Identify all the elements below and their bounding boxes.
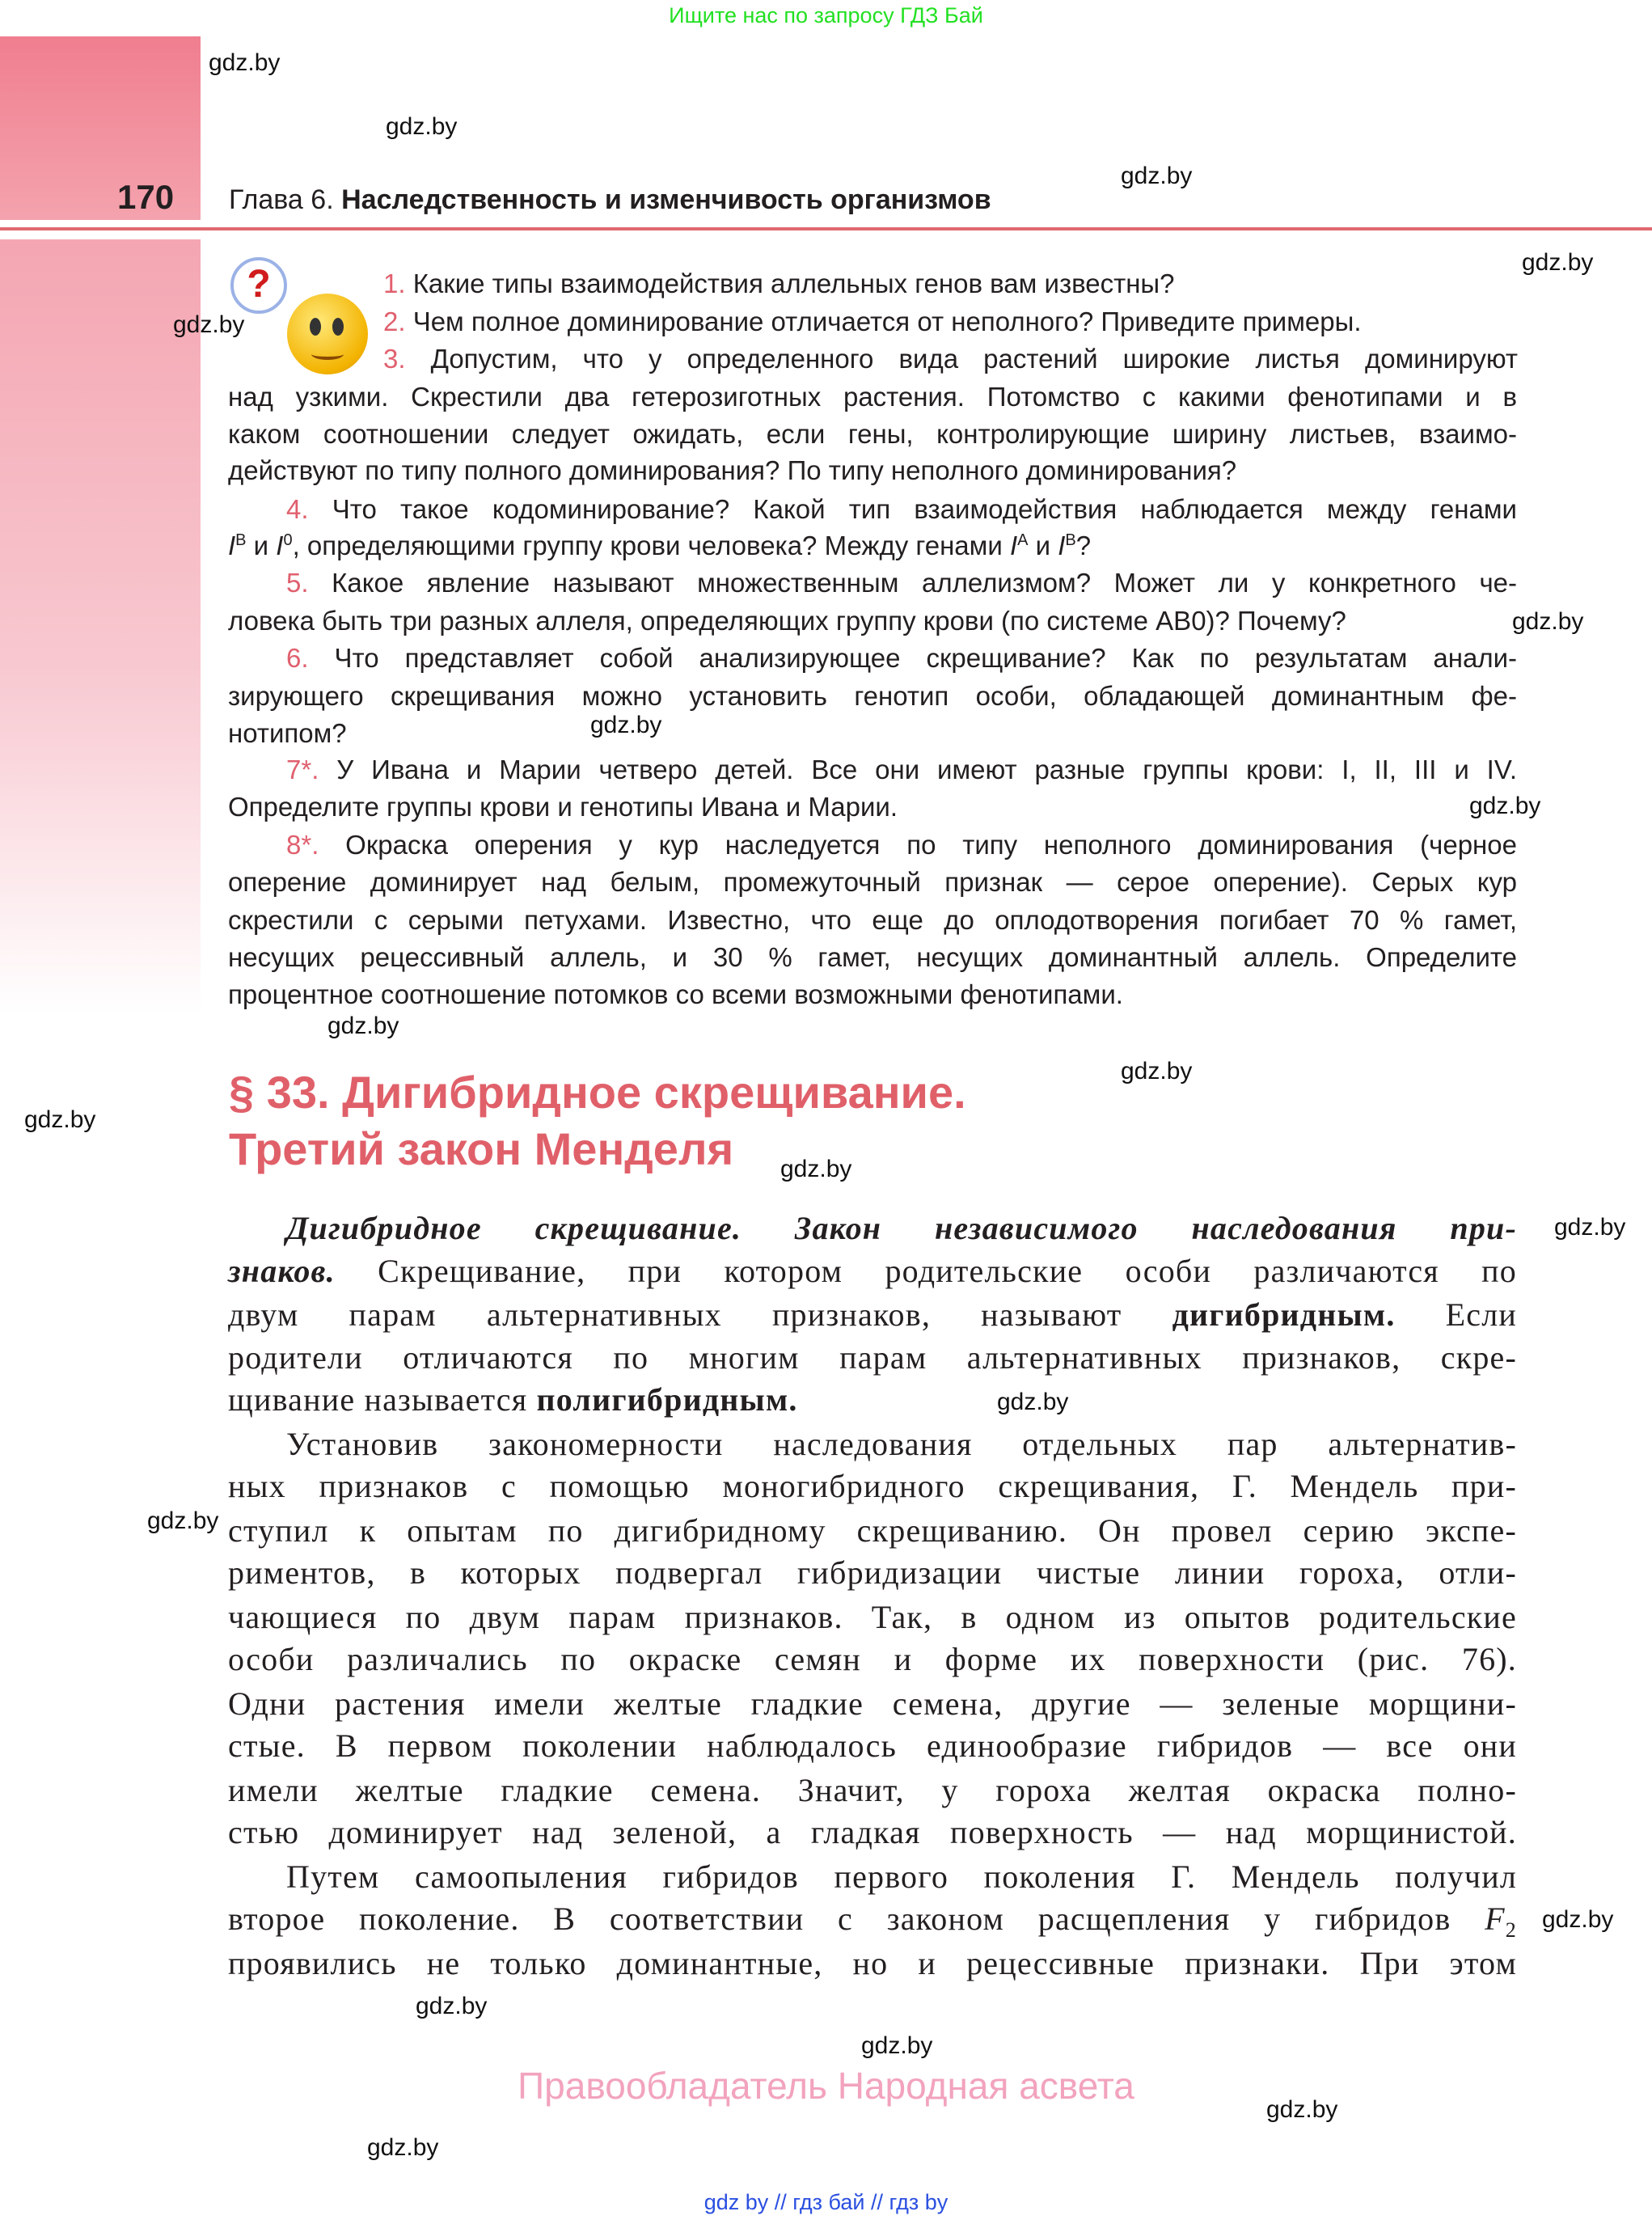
paragraph-line <box>228 1942 1517 1985</box>
watermark: gdz.by <box>861 2032 933 2059</box>
text-segment: I <box>276 531 284 560</box>
text-segment: оперение доминирует над белым, промежуточный признак — серое оперение). Серых кур <box>228 867 1517 897</box>
text-segment: риментов, в которых подвергал гибридизации чистые линии гороха, отли- <box>228 1554 1517 1591</box>
question-line <box>383 303 1518 340</box>
text-segment: Какое явление называют множественным аллелизмом? Может ли у конкретного че- <box>332 568 1517 598</box>
text-segment: и <box>1028 531 1058 560</box>
watermark: gdz.by <box>1266 2096 1338 2123</box>
text-segment: родители отличаются по многим парам альтернативных признаков, скре- <box>228 1339 1517 1376</box>
header-divider <box>0 227 1652 230</box>
question-line <box>286 827 1517 864</box>
paragraph-line <box>228 1465 1517 1507</box>
text-segment: нотипом? <box>228 718 347 748</box>
paragraph-line <box>286 1423 1517 1465</box>
paragraph-line <box>228 1509 1517 1552</box>
watermark: gdz.by <box>1121 163 1193 189</box>
paragraph-line <box>228 1897 1517 1940</box>
question-number: 6. <box>286 643 335 673</box>
text-segment: над узкими. Скрестили два гетерозиготных растения. Потомство с какими фенотипами и в <box>228 382 1517 412</box>
bottom-links[interactable]: gdz by // гдз бай // гдз by <box>703 2190 949 2214</box>
watermark: gdz.by <box>590 712 662 738</box>
watermark: gdz.by <box>1554 1214 1626 1241</box>
text-segment: несущих рецессивный аллель, и 30 % гамет, несущих доминантный аллель. Определите <box>228 942 1517 972</box>
section-title-line2: Третий закон Менделя <box>229 1123 734 1174</box>
question-line <box>286 564 1517 602</box>
question-line <box>228 603 1517 640</box>
question-number: 5. <box>286 568 332 598</box>
text-segment: Определите группы крови и генотипы Ивана и Марии. <box>228 792 898 822</box>
question-line <box>286 491 1517 528</box>
text-segment: I <box>228 531 236 560</box>
text-segment: Чем полное доминирование отличается от неполного? Приведите примеры. <box>412 307 1362 336</box>
text-segment: проявились не только доминантные, но и рецессивные признаки. При этом <box>228 1945 1517 1981</box>
paragraph-line <box>228 1293 1517 1336</box>
paragraph-line <box>228 1336 1517 1379</box>
question-line <box>228 939 1517 976</box>
text-segment: Установив закономерности наследования отдельных пар альтернатив- <box>286 1426 1517 1462</box>
watermark: gdz.by <box>209 49 281 76</box>
page-number: 170 <box>117 178 175 216</box>
paragraph-line <box>228 1682 1517 1725</box>
text-segment: ных признаков с помощью моногибридного скрещивания, Г. Мендель при- <box>228 1468 1517 1504</box>
text-segment: процентное соотношение потомков со всеми возможными фенотипами. <box>228 979 1123 1009</box>
text-segment: 0 <box>283 531 293 549</box>
paragraph-line <box>228 1724 1517 1767</box>
question-number: 3. <box>383 344 431 374</box>
text-segment: , определяющими группу крови человека? Между генами <box>292 531 1010 560</box>
paragraph-line <box>228 1551 1517 1594</box>
text-segment: B <box>1065 531 1076 549</box>
paragraph-line <box>228 1378 1517 1421</box>
text-segment: Что представляет собой анализирующее скрещивание? Как по результатам анали- <box>334 643 1517 673</box>
watermark: gdz.by <box>386 113 458 140</box>
paragraph-line <box>286 1207 1517 1249</box>
watermark: gdz.by <box>147 1507 219 1534</box>
question-line <box>383 265 1518 302</box>
chapter-title <box>229 184 991 216</box>
question-line <box>228 452 1517 489</box>
question-number: 1. <box>383 268 413 298</box>
question-line <box>228 715 1517 752</box>
watermark: gdz.by <box>327 1013 399 1039</box>
question-thinking-icon <box>230 257 376 378</box>
text-segment: и <box>246 531 277 560</box>
watermark: gdz.by <box>173 311 245 338</box>
question-mark-icon: ? <box>230 257 287 314</box>
question-line <box>228 678 1517 715</box>
chapter-prefix: Глава 6. <box>229 184 334 215</box>
text-segment: ? <box>1075 531 1092 560</box>
text-segment: Какие типы взаимодействия аллельных генов вам известны? <box>412 268 1175 298</box>
question-line <box>228 416 1517 453</box>
text-segment: дигибридным. <box>1172 1296 1396 1333</box>
text-segment: Если <box>1395 1296 1517 1333</box>
text-segment: B <box>235 531 247 549</box>
text-segment: стые. В первом поколении наблюдалось единообразие гибридов — все они <box>228 1727 1517 1764</box>
paragraph-line <box>228 1596 1517 1638</box>
text-segment: ловека быть три разных аллеля, определяющих группу крови (по системе AB0)? Почему? <box>228 606 1346 636</box>
question-line <box>228 864 1517 901</box>
watermark: gdz.by <box>780 1156 852 1182</box>
text-segment: Путем самоопыления гибридов первого поколения Г. Мендель получил <box>286 1858 1517 1895</box>
section-title-line1: § 33. Дигибридное скрещивание. <box>229 1067 966 1118</box>
watermark: gdz.by <box>1469 793 1541 819</box>
watermark: gdz.by <box>416 1993 488 2019</box>
text-segment: 2 <box>1505 1918 1517 1942</box>
question-line <box>228 976 1517 1013</box>
text-segment: Одни растения имели желтые гладкие семена, другие — зеленые морщини- <box>228 1685 1517 1722</box>
text-segment: зирующего скрещивания можно установить генотип особи, обладающей доминантным фе- <box>228 681 1517 711</box>
text-segment: I <box>1009 531 1018 560</box>
question-number: 4. <box>286 494 332 524</box>
text-segment: Допустим, что у определенного вида растений широкие листья доминируют <box>430 344 1518 374</box>
text-segment: Что такое кодоминирование? Какой тип взаимодействия наблюдается между генами <box>332 494 1517 524</box>
text-segment: каком соотношении следует ожидать, если гены, контролирующие ширину листьев, взаимо- <box>228 419 1517 449</box>
watermark: gdz.by <box>1512 608 1584 635</box>
top-note: Ищите нас по запросу ГДЗ Бай <box>669 3 983 27</box>
text-segment: знаков. <box>228 1253 336 1289</box>
question-number: 7*. <box>286 755 337 784</box>
thinking-face-icon <box>287 294 368 374</box>
question-line <box>228 789 1517 826</box>
question-number: 2. <box>383 307 413 336</box>
question-line <box>286 640 1517 677</box>
question-line <box>228 527 1517 564</box>
text-segment: F <box>1485 1901 1506 1937</box>
text-segment: стью доминирует над зеленой, а гладкая поверхность — над морщинистой. <box>228 1814 1517 1850</box>
paragraph-line <box>286 1855 1517 1898</box>
text-segment: Окраска оперения у кур наследуется по типу неполного доминирования (черное <box>345 830 1517 860</box>
text-segment: щивание называется <box>228 1381 537 1418</box>
text-segment: У Ивана и Марии четверо детей. Все они имеют разные группы крови: I, II, III и IV. <box>336 755 1517 784</box>
question-line <box>383 340 1518 378</box>
chapter-name: Наследственность и изменчивость организмов <box>341 184 991 215</box>
paragraph-line <box>228 1638 1517 1681</box>
paragraph-line <box>228 1811 1517 1854</box>
text-segment: I <box>1058 531 1066 560</box>
text-segment: Дигибридное скрещивание. Закон независимого наследования при- <box>286 1210 1517 1246</box>
question-line <box>228 902 1517 939</box>
paragraph-line <box>228 1769 1517 1812</box>
text-segment: A <box>1017 531 1029 549</box>
copyright-footer: Правообладатель Народная асвета <box>518 2065 1134 2107</box>
text-segment: полигибридным. <box>536 1381 798 1418</box>
text-segment: чающиеся по двум парам признаков. Так, в одном из опытов родительские <box>228 1599 1517 1635</box>
text-segment: Скрещивание, при котором родительские особи различаются по <box>335 1253 1517 1289</box>
text-segment: двум парам альтернативных признаков, называют <box>228 1296 1172 1333</box>
watermark: gdz.by <box>1542 1906 1614 1933</box>
watermark: gdz.by <box>24 1106 96 1133</box>
text-segment: действуют по типу полного доминирования? По типу неполного доминирования? <box>228 455 1237 485</box>
question-number: 8*. <box>286 830 346 860</box>
question-line <box>228 378 1517 416</box>
watermark: gdz.by <box>1522 249 1594 276</box>
text-segment: особи различались по окраске семян и форме их поверхности (рис. 76). <box>228 1641 1517 1677</box>
question-line <box>286 751 1517 789</box>
watermark: gdz.by <box>367 2134 439 2161</box>
watermark: gdz.by <box>1121 1058 1193 1085</box>
text-segment: второе поколение. В соответствии с законом расщепления у гибридов <box>228 1901 1485 1937</box>
paragraph-line <box>228 1249 1517 1292</box>
text-segment: скрестили с серыми петухами. Известно, что еще до оплодотворения погибает 70 % гамет, <box>228 905 1517 935</box>
text-segment: имели желтые гладкие семена. Значит, у гороха желтая окраска полно- <box>228 1772 1517 1808</box>
watermark: gdz.by <box>997 1389 1069 1415</box>
questions-color-bar <box>0 239 201 1016</box>
text-segment: ступил к опытам по дигибридному скрещиванию. Он провел серию экспе- <box>228 1512 1517 1549</box>
